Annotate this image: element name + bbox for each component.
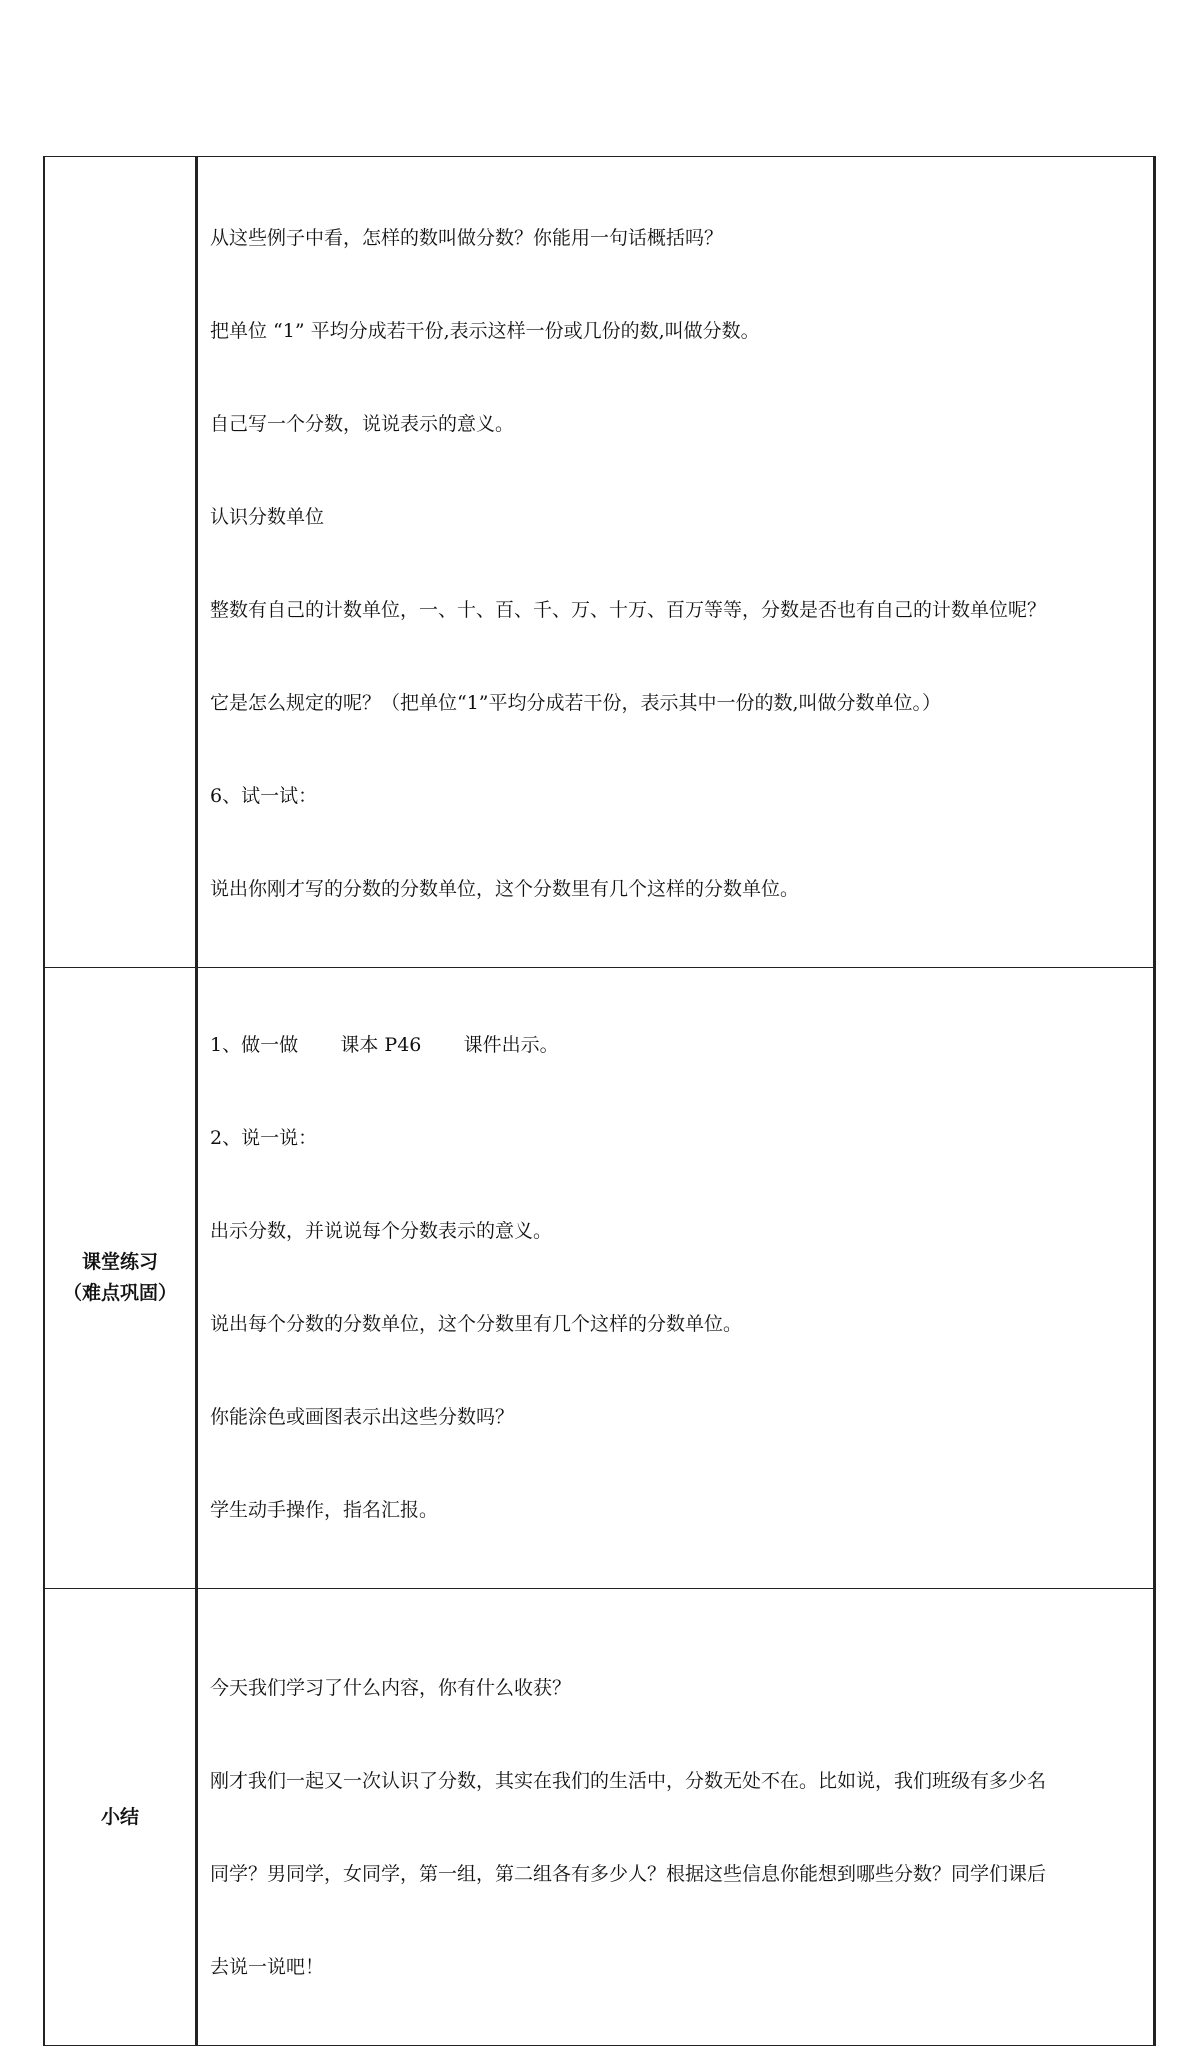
lesson-plan-table [43,156,1156,2046]
table-row-practice [44,968,1155,1589]
row-label-title: 课堂练习 [81,1251,158,1273]
content-line: 6、试一试： [210,785,318,807]
table-row-summary [44,1589,1155,2046]
row-label-cell [44,157,197,968]
content-line: 把单位 “1” 平均分成若干份,表示这样一份或几份的数,叫做分数。 [210,320,760,342]
content-line: 它是怎么规定的呢？（把单位“1”平均分成若干份，表示其中一份的数,叫做分数单位。） [210,692,942,714]
content-line: 说出你刚才写的分数的分数单位，这个分数里有几个这样的分数单位。 [210,878,800,900]
content-line: 出示分数，并说说每个分数表示的意义。 [210,1220,553,1242]
content-line: 同学？男同学，女同学，第一组，第二组各有多少人？根据这些信息你能想到哪些分数？同学们课后 [210,1863,1047,1885]
content-line: 认识分数单位 [210,506,325,528]
table-row-explanation [44,157,1155,968]
content-line: 刚才我们一起又一次认识了分数，其实在我们的生活中，分数无处不在。比如说，我们班级有多少名 [210,1770,1047,1792]
row-content-cell [197,968,1155,1589]
row-label-cell [44,968,197,1589]
content-line: 学生动手操作，指名汇报。 [210,1499,439,1521]
row-content-cell [197,157,1155,968]
content-line: 你能涂色或画图表示出这些分数吗？ [210,1406,515,1428]
content-line: 2、说一说： [210,1127,318,1149]
content-line: 去说一说吧！ [210,1956,325,1978]
row-label-cell [44,1589,197,2046]
content-line: 整数有自己的计数单位，一、十、百、千、万、十万、百万等等，分数是否也有自己的计数单位呢？ [210,599,1047,621]
content-line: 自己写一个分数，说说表示的意义。 [210,413,515,435]
row-label-subtitle: （难点巩固） [62,1282,177,1304]
row-label-title: 小结 [100,1805,139,1828]
content-line: 从这些例子中看，怎样的数叫做分数？你能用一句话概括吗？ [210,227,724,249]
content-line: 说出每个分数的分数单位，这个分数里有几个这样的分数单位。 [210,1313,743,1335]
content-line: 今天我们学习了什么内容，你有什么收获？ [210,1677,572,1699]
row-content-cell [197,1589,1155,2046]
content-line: 1、做一做 课本 P46 课件出示。 [210,1034,559,1056]
